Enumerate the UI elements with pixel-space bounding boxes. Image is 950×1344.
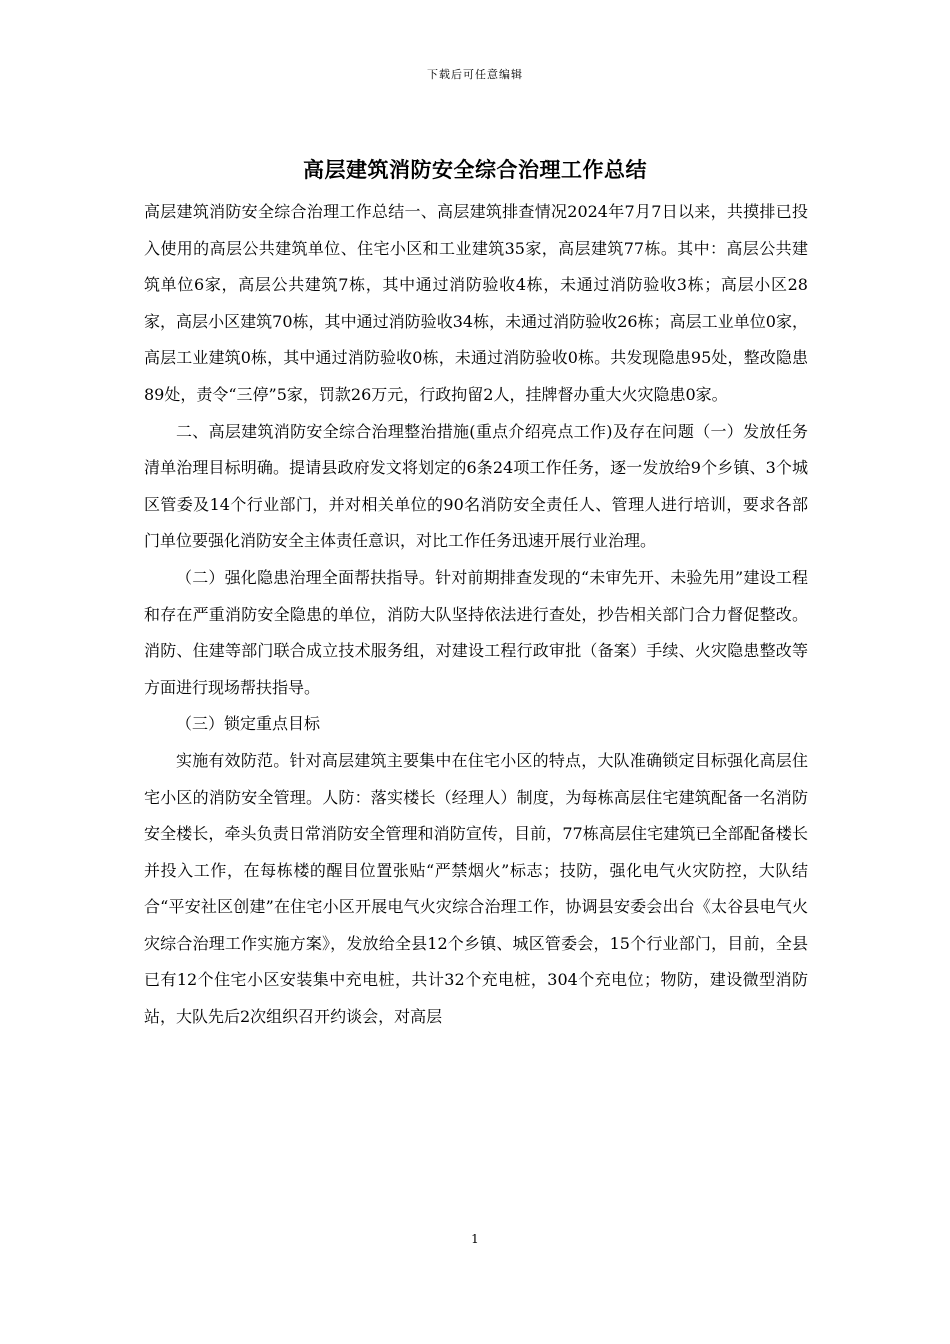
header-note: 下载后可任意编辑 (427, 68, 523, 81)
document-body (144, 194, 808, 1036)
paragraph-key-targets-heading: （三）锁定重点目标 (176, 714, 321, 734)
paragraph-summary: 高层建筑消防安全综合治理工作总结一、高层建筑排查情况2024年7月7日以来，共摸排已投入使用的高层公共建筑单位、住宅小区和工业建筑35家，高层建筑77栋。其中：高层公共建筑单位6家，高层公共建筑7栋，其中通过消防验收4栋，未通过消防验收3栋；高层小区28家，高层小区建筑70栋，其中通过消防验收34栋，未通过消防验收26栋；高层工业单位0家，高层工业建筑0栋，其中通过消防验收0栋，未通过消防验收0栋。共发现隐患95处，整改隐患89处，责令“三停”5家，罚款26万元，行政拘留2人，挂牌督办重大火灾隐患0家。 (144, 202, 808, 404)
paragraph-prevention: 实施有效防范。针对高层建筑主要集中在住宅小区的特点，大队准确锁定目标强化高层住宅小区的消防安全管理。人防：落实楼长（经理人）制度，为每栋高层住宅建筑配备一名消防安全楼长，牵头负责日常消防安全管理和消防宣传，目前，77栋高层住宅建筑已全部配备楼长并投入工作，在每栋楼的醒目位置张贴“严禁烟火”标志；技防，强化电气火灾防控，大队结合“平安社区创建”在住宅小区开展电气火灾综合治理工作，协调县安委会出台《太谷县电气火灾综合治理工作实施方案》，发放给全县12个乡镇、城区管委会，15个行业部门，目前，全县已有12个住宅小区安装集中充电桩，共计32个充电桩，304个充电位；物防，建设微型消防站，大队先后2次组织召开约谈会，对高层 (144, 750, 808, 1027)
paragraph-hazard-guidance: （二）强化隐患治理全面帮扶指导。针对前期排查发现的“未审先开、未验先用”建设工程和存在严重消防安全隐患的单位，消防大队坚持依法进行查处，抄告相关部门合力督促整改。消防、住建等部门联合成立技术服务组，对建设工程行政审批（备案）手续、火灾隐患整改等方面进行现场帮扶指导。 (144, 567, 808, 697)
document-title: 高层建筑消防安全综合治理工作总结 (303, 157, 647, 182)
page-number: 1 (471, 1232, 479, 1246)
paragraph-measures: 二、高层建筑消防安全综合治理整治措施(重点介绍亮点工作)及存在问题（一）发放任务清单治理目标明确。提请县政府发文将划定的6条24项工作任务，逐一发放给9个乡镇、3个城区管委及14个行业部门，并对相关单位的90名消防安全责任人、管理人进行培训，要求各部门单位要强化消防安全主体责任意识，对比工作任务迅速开展行业治理。 (144, 421, 808, 551)
